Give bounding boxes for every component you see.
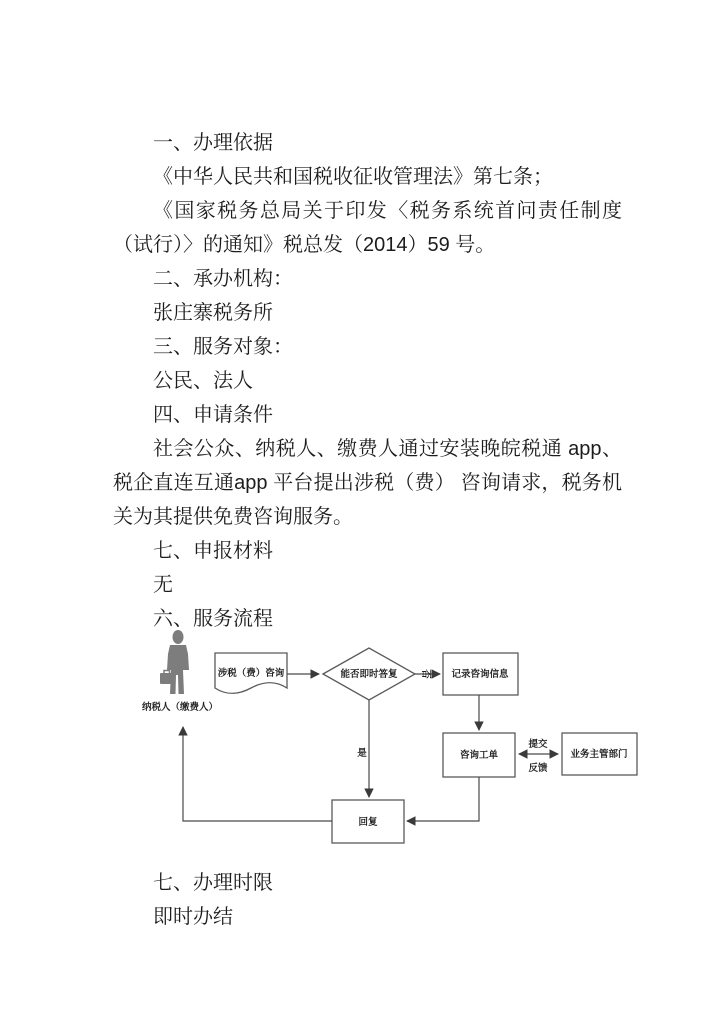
para-processing-time: 即时办结 [153, 906, 233, 928]
actor-label: 纳税人（缴费人） [141, 702, 219, 713]
para-agency-name: 张庄寨税务所 [153, 302, 273, 324]
heading-agency: 二、承办机构： [153, 268, 293, 290]
heading-service-process: 六、服务流程 [153, 608, 273, 630]
flow-node-decision-label: 能否即时答复 [340, 669, 398, 680]
para-law: 《中华人民共和国税收征收管理法》第七条； [153, 166, 553, 188]
para-materials-none: 无 [153, 574, 173, 596]
edge-label-feedback: 反馈 [528, 763, 548, 774]
edge-label-no: 否 [420, 669, 431, 679]
flow-arrow-order-to-reply [407, 777, 479, 821]
heading-service-target: 三、服务对象： [153, 336, 293, 358]
heading-basis: 一、办理依据 [153, 132, 273, 154]
heading-application-materials: 七、申报材料 [153, 540, 273, 562]
flow-arrow-reply-to-taxpayer [183, 727, 332, 821]
para-service-target: 公民、法人 [153, 370, 253, 392]
edge-label-yes: 是 [357, 748, 367, 759]
taxpayer-figure-icon [160, 630, 189, 694]
flow-node-record-info-label: 记录咨询信息 [451, 669, 509, 680]
service-process-flowchart [110, 630, 628, 866]
flow-node-reply-label: 回复 [358, 817, 378, 828]
para-application-conditions: 社会公众、纳税人、缴费人通过安装晚皖税通 app、税企直连互通app 平台提出涉税（费） 咨询请求，税务机关为其提供免费咨询服务。 [113, 438, 622, 528]
para-notice: 《国家税务总局关于印发〈税务系统首问责任制度（试行）〉的通知》税总发（2014）59 号。 [113, 200, 622, 256]
heading-processing-time: 七、办理时限 [153, 872, 273, 894]
heading-application-conditions: 四、申请条件 [153, 404, 273, 426]
flowchart-canvas [110, 630, 660, 855]
flow-node-work-order-label: 咨询工单 [459, 750, 499, 761]
edge-label-submit: 提交 [528, 739, 548, 750]
flow-node-department-label: 业务主管部门 [570, 749, 628, 760]
flow-node-request-doc-label: 涉税（费）咨询 [217, 668, 285, 679]
